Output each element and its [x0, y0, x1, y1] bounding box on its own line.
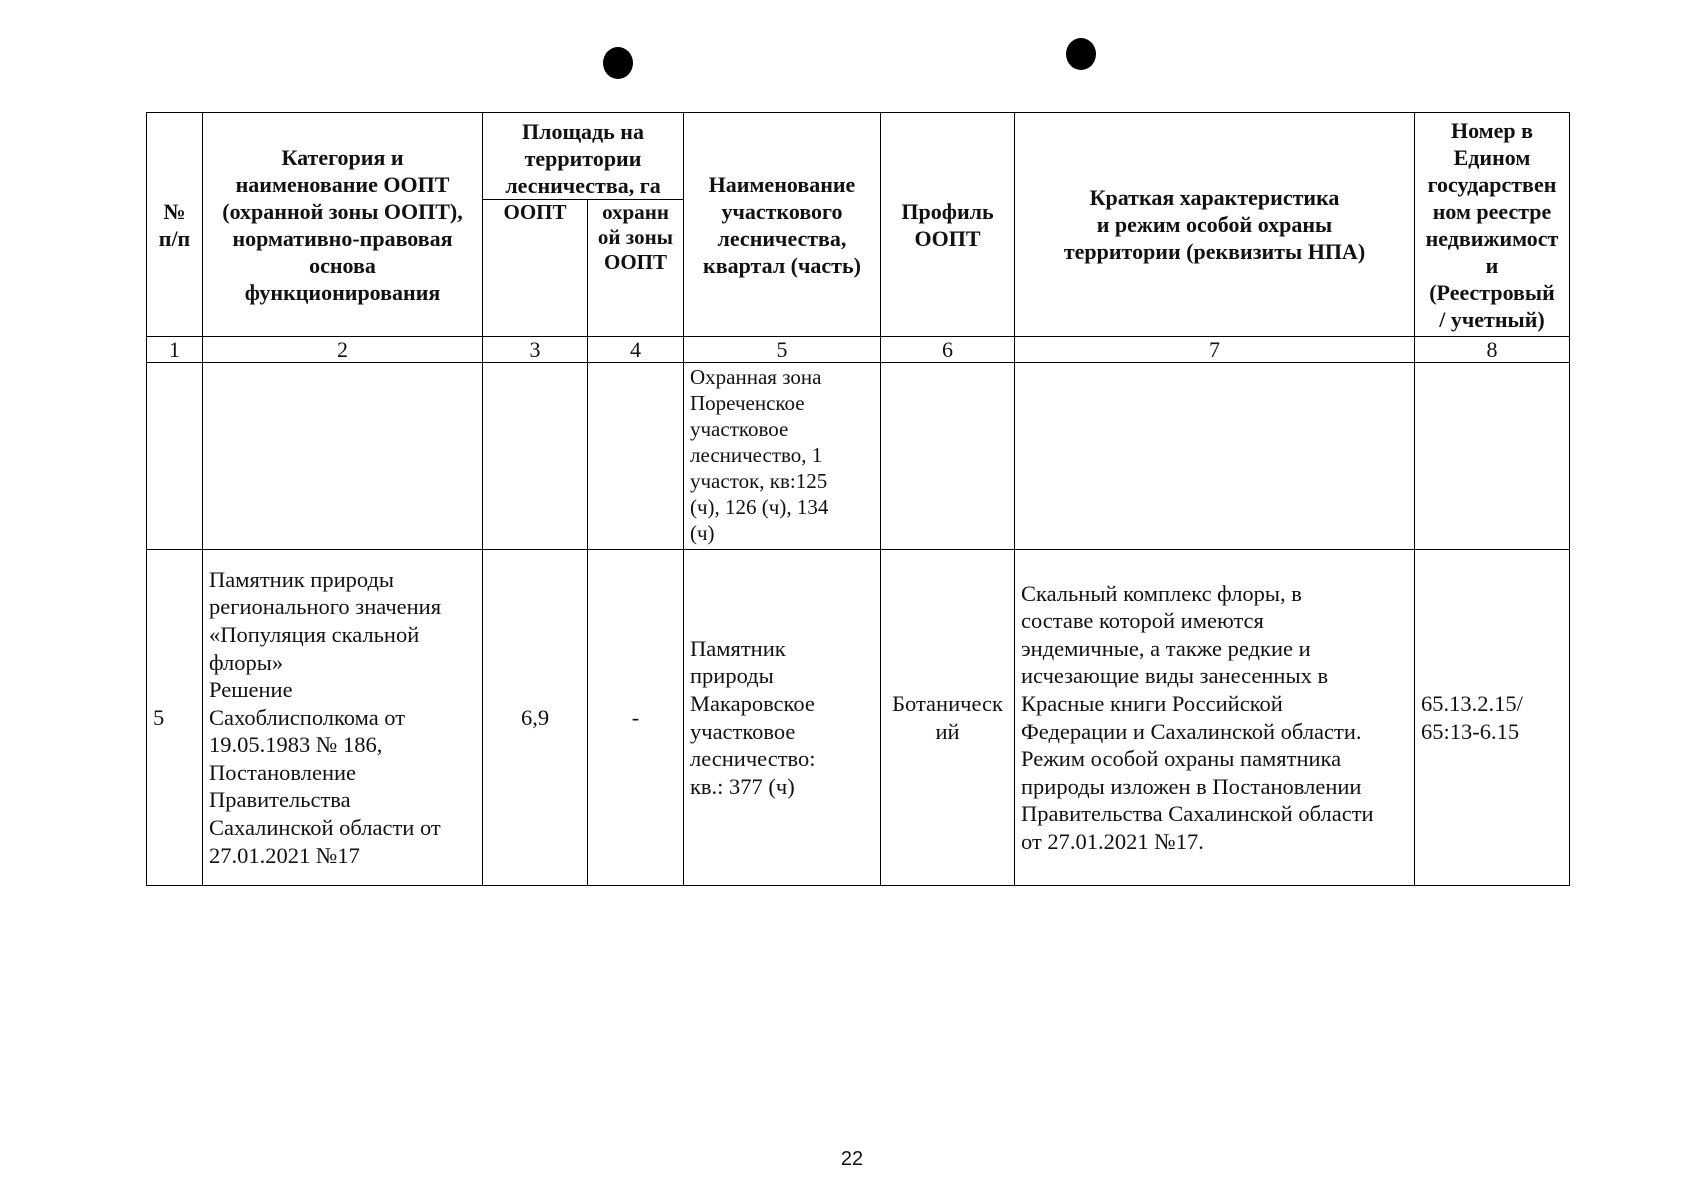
row-area-oopt: 6,9	[483, 550, 588, 886]
row-forestry: Охранная зона Пореченское участковое лесничество, 1 участок, кв:125 (ч), 126 (ч), 134 (ч)	[684, 363, 881, 550]
row-area-oopt	[483, 363, 588, 550]
punch-hole-right	[1066, 38, 1096, 70]
header-profile: Профиль ООПТ	[881, 113, 1015, 337]
row-description	[1015, 363, 1415, 550]
header-description: Краткая характеристика и режим особой охраны территории (реквизиты НПА)	[1015, 113, 1415, 337]
row-category	[203, 363, 483, 550]
header-area-oopt: ООПТ	[483, 200, 588, 337]
header-area-zone: охранн ой зоны ООПТ	[588, 200, 684, 337]
column-number: 4	[588, 337, 684, 363]
row-number: 5	[147, 550, 203, 886]
row-description: Скальный комплекс флоры, в составе которой имеются эндемичные, а также редкие и исчезающие виды занесенных в Красные книги Российской Федерации и Сахалинской области. Режим особой охраны памятника природы изложен в Постановлении Правительства Сахалинской области от 27.01.2021 №17.	[1015, 550, 1415, 886]
oopt-registry-table	[146, 112, 1570, 886]
row-area-zone: -	[588, 550, 684, 886]
row-number	[147, 363, 203, 550]
header-registry-number: Номер в Едином государствен ном реестре недвижимост и (Реестровый / учетный)	[1415, 113, 1570, 337]
column-number: 3	[483, 337, 588, 363]
column-number: 8	[1415, 337, 1570, 363]
column-number: 2	[203, 337, 483, 363]
row-forestry: Памятник природы Макаровское участковое лесничество: кв.: 377 (ч)	[684, 550, 881, 886]
row-area-zone	[588, 363, 684, 550]
row-registry: 65.13.2.15/ 65:13-6.15	[1415, 550, 1570, 886]
header-forestry: Наименование участкового лесничества, квартал (часть)	[684, 113, 881, 337]
column-number: 5	[684, 337, 881, 363]
column-number: 6	[881, 337, 1015, 363]
punch-hole-left	[603, 47, 633, 79]
header-number: № п/п	[147, 113, 203, 337]
column-number: 7	[1015, 337, 1415, 363]
page-number: 22	[840, 1148, 864, 1170]
column-number: 1	[147, 337, 203, 363]
row-registry	[1415, 363, 1570, 550]
header-area-group: Площадь на территории лесничества, га	[483, 113, 684, 200]
row-category: Памятник природы регионального значения «Популяция скальной флоры» Решение Сахоблисполкома от 19.05.1983 № 186, Постановление Правительства Сахалинской области от 27.01.2021 №17	[203, 550, 483, 886]
table-row	[147, 363, 1570, 550]
row-profile	[881, 363, 1015, 550]
row-profile: Ботаническ ий	[881, 550, 1015, 886]
header-category: Категория и наименование ООПТ (охранной зоны ООПТ), нормативно-правовая основа функционирования	[203, 113, 483, 337]
table-row	[147, 550, 1570, 886]
